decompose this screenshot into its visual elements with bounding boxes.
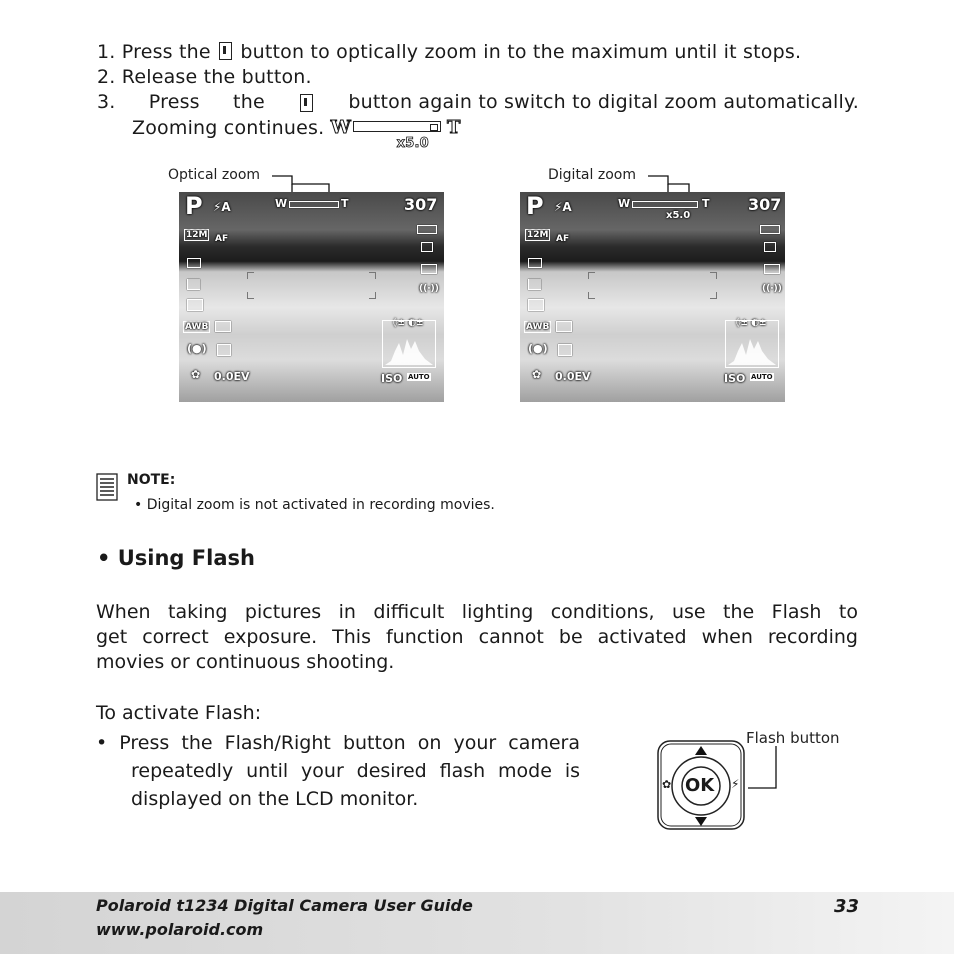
date-stamp-icon (764, 264, 780, 274)
drive-mode-icon (217, 344, 231, 356)
iso-label: ISO (381, 372, 403, 385)
note-title: NOTE: (127, 472, 176, 488)
flash-icon: ⚡ (731, 777, 740, 791)
activate-bullet (96, 729, 580, 813)
zoom-tele-label: T (341, 197, 349, 210)
bullet-line: displayed on the LCD monitor. (131, 788, 419, 810)
zoom-wide-label: W (275, 197, 288, 210)
flash-mode-icon: ⚡A (213, 200, 231, 214)
white-balance-badge: AWB (185, 322, 209, 332)
zoom-value: x5.0 (396, 136, 429, 151)
iso-auto-badge: AUTO (408, 373, 430, 381)
zoom-tele-label: T (702, 197, 710, 210)
date-stamp-icon (421, 264, 437, 274)
histogram (725, 320, 779, 368)
note-icon (96, 473, 120, 503)
zoom-indicator (330, 117, 461, 151)
zoom-bar (632, 201, 698, 208)
quality-icon (187, 258, 201, 268)
focus-area-icon (528, 299, 544, 311)
white-balance-badge: AWB (526, 322, 550, 332)
lcd-screen-optical (179, 192, 444, 402)
shots-remaining: 307 (404, 195, 438, 214)
adjust-icons: ◊± ◐± (736, 318, 767, 328)
face-detect-icon (556, 321, 572, 332)
tele-zoom-icon (300, 94, 313, 112)
adjust-icons: ◊± ◐± (393, 318, 424, 328)
storage-icon (764, 242, 776, 252)
step-text: button to optically zoom in to the maximum until it stops. (240, 41, 802, 63)
step-3-line2 (132, 117, 461, 151)
paragraph-line: movies or continuous shooting. (96, 651, 395, 673)
lcd-screen-digital (520, 192, 785, 402)
macro-icon: ✿ (532, 368, 542, 381)
iso-label: ISO (724, 372, 746, 385)
step-text: Release the button. (121, 66, 312, 88)
storage-icon (421, 242, 433, 252)
zoom-bar (289, 201, 339, 208)
zoom-tele-label: T (447, 117, 461, 138)
step-text: button again to switch to digital zoom automatically. (348, 91, 859, 113)
step-text: the (233, 91, 265, 113)
drive-mode-icon (558, 344, 572, 356)
resolution-badge: 12M (527, 230, 549, 240)
af-lamp-icon: AF (215, 234, 229, 244)
flash-button-caption: Flash button (746, 729, 840, 747)
flash-paragraph (96, 600, 858, 675)
mode-indicator: P (526, 192, 544, 220)
af-lamp-icon: AF (556, 234, 570, 244)
digital-zoom-value: x5.0 (666, 210, 691, 221)
battery-icon (417, 225, 437, 234)
flash-mode-icon: ⚡A (554, 200, 572, 214)
step-text: Press the (121, 41, 211, 63)
flash-callout-line (740, 746, 780, 794)
paragraph-line: When taking pictures in difficult lighting conditions, use the Flash to (96, 601, 858, 623)
paragraph-line: get correct exposure. This function cannot be activated when recording (96, 626, 858, 648)
step-number: 3. (97, 91, 116, 113)
bullet-line: • Press the Flash/Right button on your camera (96, 732, 580, 754)
step-3 (97, 91, 859, 113)
focus-area-icon (187, 299, 203, 311)
metering-icon (187, 279, 200, 290)
note-item: • Digital zoom is not activated in recording movies. (134, 497, 495, 513)
quality-icon (528, 258, 542, 268)
macro-icon: ✿ (191, 368, 201, 381)
face-detect-icon (215, 321, 231, 332)
step-text: Zooming continues. (132, 117, 325, 139)
iso-auto-badge: AUTO (751, 373, 773, 381)
stabilizer-icon: ((∙)) (762, 284, 782, 294)
bullet-line: repeatedly until your desired flash mode is (131, 760, 580, 782)
histogram (382, 320, 436, 368)
section-title: • Using Flash (97, 546, 255, 570)
zoom-wide-label: W (330, 117, 352, 138)
step-text: Press (148, 91, 200, 113)
step-2 (97, 66, 312, 88)
stabilizer-icon: ((∙)) (419, 284, 439, 294)
ok-button[interactable]: OK (685, 775, 715, 796)
activate-heading: To activate Flash: (96, 702, 262, 724)
macro-icon: ✿ (662, 778, 672, 791)
footer-url[interactable]: www.polaroid.com (96, 920, 264, 939)
tele-zoom-icon (219, 42, 232, 60)
mode-indicator: P (185, 192, 203, 220)
exposure-value: 0.0EV (555, 370, 591, 383)
footer-title: Polaroid t1234 Digital Camera User Guide (96, 896, 473, 915)
page-number: 33 (834, 896, 860, 917)
page-footer (0, 892, 954, 954)
optical-zoom-caption: Optical zoom (168, 167, 261, 183)
metering-icon (528, 279, 541, 290)
step-number: 2. (97, 66, 116, 88)
face-tracking-icon: (●) (528, 342, 548, 355)
step-number: 1. (97, 41, 116, 63)
face-tracking-icon: (●) (187, 342, 207, 355)
control-pad (657, 740, 745, 830)
zoom-wide-label: W (618, 197, 631, 210)
digital-zoom-caption: Digital zoom (548, 167, 636, 183)
battery-icon (760, 225, 780, 234)
shots-remaining: 307 (748, 195, 782, 214)
step-1 (97, 41, 801, 63)
zoom-track (353, 121, 441, 132)
exposure-value: 0.0EV (214, 370, 250, 383)
resolution-badge: 12M (186, 230, 208, 240)
